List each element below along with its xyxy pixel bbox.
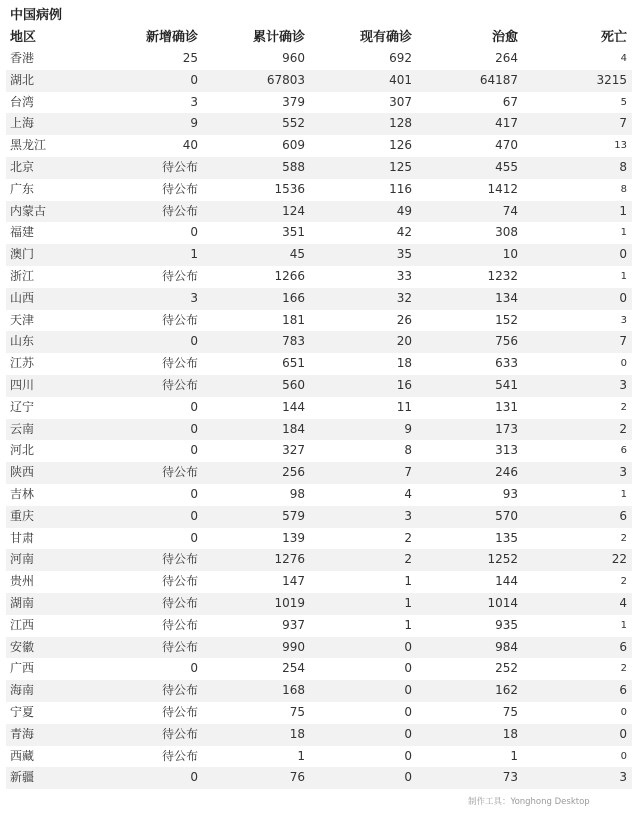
cell-cured: 935 <box>495 617 518 632</box>
table-row <box>6 397 632 419</box>
table-row <box>6 462 632 484</box>
cell-new-confirmed: 待公布 <box>161 726 198 741</box>
cell-region: 浙江 <box>10 268 35 283</box>
cell-new-confirmed: 待公布 <box>161 203 198 218</box>
table-row <box>6 767 632 789</box>
cell-new-confirmed: 0 <box>190 443 198 458</box>
table-row <box>6 615 632 637</box>
cell-new-confirmed: 待公布 <box>161 181 198 196</box>
cell-deaths: 0 <box>619 247 627 262</box>
cell-active-confirmed: 1 <box>404 617 412 632</box>
cell-deaths: 2 <box>620 663 627 675</box>
cell-region: 河北 <box>10 443 35 458</box>
cell-cured: 1412 <box>487 181 518 196</box>
cell-region: 江西 <box>10 617 35 632</box>
cell-new-confirmed: 1 <box>190 247 198 262</box>
cell-cured: 470 <box>495 138 518 153</box>
cell-new-confirmed: 待公布 <box>161 356 198 371</box>
table-row <box>6 593 632 615</box>
cell-region: 内蒙古 <box>10 203 47 218</box>
cell-total-confirmed: 76 <box>289 770 305 785</box>
cell-new-confirmed: 0 <box>190 770 198 785</box>
cell-total-confirmed: 1536 <box>274 181 305 196</box>
cell-new-confirmed: 9 <box>190 116 198 131</box>
cell-total-confirmed: 379 <box>282 94 305 109</box>
footer-credit: 制作工具：Yonghong Desktop <box>468 797 590 807</box>
cell-active-confirmed: 4 <box>404 486 412 501</box>
cell-new-confirmed: 0 <box>190 661 198 676</box>
header-total-confirmed: 累计确诊 <box>252 30 305 45</box>
cell-region: 山西 <box>10 290 35 305</box>
cell-cured: 756 <box>495 334 518 349</box>
cell-cured: 1014 <box>487 595 518 610</box>
cell-active-confirmed: 3 <box>404 508 412 523</box>
cell-active-confirmed: 0 <box>404 683 412 698</box>
cell-deaths: 4 <box>619 595 627 610</box>
cell-region: 福建 <box>10 225 35 240</box>
table-row <box>6 222 632 244</box>
cell-active-confirmed: 116 <box>389 181 412 196</box>
cell-new-confirmed: 0 <box>190 399 198 414</box>
cell-active-confirmed: 11 <box>396 399 412 414</box>
cell-new-confirmed: 待公布 <box>161 748 198 763</box>
cell-total-confirmed: 960 <box>282 51 305 65</box>
cell-new-confirmed: 待公布 <box>161 617 198 632</box>
cell-deaths: 22 <box>611 552 627 567</box>
cell-region: 辽宁 <box>10 399 35 414</box>
cell-cured: 73 <box>502 770 518 785</box>
header-cured: 治愈 <box>491 30 518 45</box>
cell-deaths: 2 <box>620 576 627 588</box>
cell-region: 重庆 <box>10 508 35 523</box>
cell-deaths: 2 <box>619 421 627 436</box>
cell-total-confirmed: 552 <box>282 116 305 131</box>
table-row <box>6 70 632 92</box>
cell-new-confirmed: 0 <box>190 508 198 523</box>
table-row <box>6 92 632 114</box>
cell-cured: 264 <box>495 51 518 65</box>
table-row <box>6 157 632 179</box>
cell-total-confirmed: 651 <box>282 356 305 371</box>
cell-active-confirmed: 35 <box>396 247 412 262</box>
cell-deaths: 8 <box>619 159 627 174</box>
cell-active-confirmed: 20 <box>396 334 412 349</box>
cell-total-confirmed: 98 <box>289 486 305 501</box>
cell-deaths: 0 <box>620 358 627 370</box>
cell-deaths: 6 <box>619 639 627 654</box>
table-row <box>6 440 632 462</box>
cell-new-confirmed: 待公布 <box>161 595 198 610</box>
cell-cured: 308 <box>495 225 518 240</box>
cell-cured: 1252 <box>487 552 518 567</box>
cell-region: 上海 <box>10 116 35 131</box>
cell-region: 山东 <box>10 334 35 349</box>
cell-region: 北京 <box>10 159 35 174</box>
cell-new-confirmed: 待公布 <box>161 312 198 327</box>
cell-active-confirmed: 0 <box>404 748 412 763</box>
cell-new-confirmed: 0 <box>190 334 198 349</box>
cell-cured: 313 <box>495 443 518 458</box>
cell-region: 台湾 <box>10 94 35 109</box>
cell-new-confirmed: 待公布 <box>161 639 198 654</box>
cell-total-confirmed: 1019 <box>274 595 305 610</box>
cell-active-confirmed: 0 <box>404 704 412 719</box>
table-row <box>6 419 632 441</box>
cell-region: 湖北 <box>10 72 35 87</box>
cell-cured: 74 <box>502 203 518 218</box>
cell-active-confirmed: 2 <box>404 530 412 545</box>
cell-new-confirmed: 0 <box>190 72 198 87</box>
cell-total-confirmed: 144 <box>282 399 305 414</box>
cell-total-confirmed: 184 <box>282 421 305 436</box>
cell-cured: 1 <box>510 748 518 763</box>
cell-active-confirmed: 307 <box>389 94 412 109</box>
cell-cured: 455 <box>495 159 518 174</box>
cell-cured: 252 <box>495 661 518 676</box>
cell-region: 香港 <box>10 51 35 65</box>
cell-total-confirmed: 579 <box>282 508 305 523</box>
cell-active-confirmed: 32 <box>396 290 412 305</box>
cell-active-confirmed: 692 <box>389 51 412 65</box>
cell-total-confirmed: 75 <box>289 704 305 719</box>
table-row <box>6 310 632 332</box>
cell-region: 四川 <box>10 377 35 392</box>
cell-total-confirmed: 990 <box>282 639 305 654</box>
cell-deaths: 1 <box>619 203 627 218</box>
cell-cured: 1232 <box>487 268 518 283</box>
cell-total-confirmed: 560 <box>282 377 305 392</box>
cell-cured: 18 <box>502 726 518 741</box>
cell-deaths: 5 <box>620 96 627 108</box>
cell-cured: 10 <box>502 247 518 262</box>
table-row <box>6 637 632 659</box>
cell-cured: 152 <box>495 312 518 327</box>
table-row <box>6 702 632 724</box>
cell-new-confirmed: 0 <box>190 530 198 545</box>
cell-deaths: 1 <box>620 270 627 282</box>
cell-cured: 135 <box>495 530 518 545</box>
cell-total-confirmed: 256 <box>282 465 305 480</box>
cell-region: 新疆 <box>10 770 35 785</box>
cell-cured: 93 <box>502 486 518 501</box>
cell-cured: 144 <box>495 574 518 589</box>
table-row <box>6 484 632 506</box>
table-row <box>6 135 632 157</box>
cell-total-confirmed: 181 <box>282 312 305 327</box>
cell-deaths: 13 <box>614 140 627 152</box>
cell-deaths: 3 <box>619 770 627 785</box>
table-row <box>6 288 632 310</box>
cell-region: 江苏 <box>10 356 35 371</box>
cell-total-confirmed: 67803 <box>266 72 305 87</box>
cell-new-confirmed: 待公布 <box>161 465 198 480</box>
cell-region: 海南 <box>10 683 35 698</box>
table-row <box>6 353 632 375</box>
table-header-row <box>6 28 632 48</box>
cell-total-confirmed: 168 <box>282 683 305 698</box>
cell-region: 西藏 <box>10 748 35 763</box>
cell-total-confirmed: 327 <box>282 443 305 458</box>
page-title: 中国病例 <box>10 8 63 23</box>
cell-region: 云南 <box>10 421 35 436</box>
table-row <box>6 375 632 397</box>
cell-active-confirmed: 42 <box>396 225 412 240</box>
cell-new-confirmed: 待公布 <box>161 268 198 283</box>
cell-deaths: 1 <box>620 488 627 500</box>
cell-deaths: 1 <box>620 619 627 631</box>
cell-new-confirmed: 3 <box>190 94 198 109</box>
table-row <box>6 48 632 70</box>
cell-cured: 131 <box>495 399 518 414</box>
cell-deaths: 0 <box>620 706 627 718</box>
cell-active-confirmed: 126 <box>389 138 412 153</box>
cell-cured: 162 <box>495 683 518 698</box>
cell-region: 贵州 <box>10 574 35 589</box>
cell-cured: 64187 <box>479 72 518 87</box>
cell-active-confirmed: 0 <box>404 661 412 676</box>
cell-total-confirmed: 937 <box>282 617 305 632</box>
cell-cured: 417 <box>495 116 518 131</box>
table-body <box>6 48 632 789</box>
cell-new-confirmed: 待公布 <box>161 377 198 392</box>
cell-new-confirmed: 待公布 <box>161 704 198 719</box>
cell-new-confirmed: 3 <box>190 290 198 305</box>
table-row <box>6 113 632 135</box>
cell-active-confirmed: 1 <box>404 574 412 589</box>
cell-total-confirmed: 351 <box>282 225 305 240</box>
table-row <box>6 201 632 223</box>
cell-region: 黑龙江 <box>10 138 47 153</box>
cell-deaths: 7 <box>619 116 627 131</box>
cell-region: 安徽 <box>10 639 35 654</box>
cell-total-confirmed: 166 <box>282 290 305 305</box>
cell-active-confirmed: 128 <box>389 116 412 131</box>
cell-deaths: 4 <box>620 53 627 64</box>
cell-active-confirmed: 33 <box>396 268 412 283</box>
cell-region: 天津 <box>10 312 35 327</box>
cell-deaths: 2 <box>620 532 627 544</box>
cell-cured: 633 <box>495 356 518 371</box>
cell-total-confirmed: 254 <box>282 661 305 676</box>
cell-active-confirmed: 0 <box>404 770 412 785</box>
cell-cured: 541 <box>495 377 518 392</box>
cell-new-confirmed: 40 <box>182 138 198 153</box>
cell-new-confirmed: 0 <box>190 225 198 240</box>
table-row <box>6 680 632 702</box>
cell-active-confirmed: 2 <box>404 552 412 567</box>
cell-deaths: 8 <box>620 183 627 195</box>
cell-new-confirmed: 待公布 <box>161 159 198 174</box>
cell-cured: 67 <box>502 94 518 109</box>
cell-cured: 134 <box>495 290 518 305</box>
cell-active-confirmed: 1 <box>404 595 412 610</box>
cell-cured: 246 <box>495 465 518 480</box>
header-deaths: 死亡 <box>600 30 627 45</box>
cell-new-confirmed: 25 <box>182 51 198 65</box>
header-new-confirmed: 新增确诊 <box>145 30 198 45</box>
cell-active-confirmed: 49 <box>396 203 412 218</box>
cell-active-confirmed: 125 <box>389 159 412 174</box>
cell-active-confirmed: 0 <box>404 726 412 741</box>
cell-active-confirmed: 18 <box>396 356 412 371</box>
cell-active-confirmed: 0 <box>404 639 412 654</box>
cell-region: 宁夏 <box>10 704 35 719</box>
cell-active-confirmed: 16 <box>396 377 412 392</box>
cell-active-confirmed: 7 <box>404 465 412 480</box>
cell-total-confirmed: 1266 <box>274 268 305 283</box>
cell-active-confirmed: 26 <box>396 312 412 327</box>
cell-active-confirmed: 401 <box>389 72 412 87</box>
cell-region: 河南 <box>10 552 35 567</box>
cell-deaths: 0 <box>619 290 627 305</box>
cell-total-confirmed: 588 <box>282 159 305 174</box>
cell-deaths: 0 <box>619 726 627 741</box>
cell-total-confirmed: 18 <box>289 726 305 741</box>
cell-total-confirmed: 45 <box>289 247 305 262</box>
cell-region: 广东 <box>10 181 35 196</box>
table-row <box>6 746 632 768</box>
cell-new-confirmed: 待公布 <box>161 552 198 567</box>
cell-cured: 173 <box>495 421 518 436</box>
cases-table <box>6 28 632 789</box>
table-row <box>6 331 632 353</box>
cell-deaths: 1 <box>620 227 627 239</box>
cell-deaths: 3215 <box>596 72 627 87</box>
table-row <box>6 266 632 288</box>
header-active-confirmed: 现有确诊 <box>359 30 412 45</box>
cell-active-confirmed: 8 <box>404 443 412 458</box>
cell-deaths: 3 <box>620 314 627 326</box>
cell-region: 甘肃 <box>10 530 35 545</box>
table-row <box>6 244 632 266</box>
cell-total-confirmed: 124 <box>282 203 305 218</box>
cell-total-confirmed: 609 <box>282 138 305 153</box>
cell-new-confirmed: 0 <box>190 486 198 501</box>
cell-region: 湖南 <box>10 595 35 610</box>
cell-region: 吉林 <box>10 486 35 501</box>
cell-active-confirmed: 9 <box>404 421 412 436</box>
table-row <box>6 724 632 746</box>
cell-new-confirmed: 待公布 <box>161 683 198 698</box>
cell-total-confirmed: 783 <box>282 334 305 349</box>
cell-total-confirmed: 1 <box>297 748 305 763</box>
cell-deaths: 0 <box>620 750 627 762</box>
cell-new-confirmed: 待公布 <box>161 574 198 589</box>
cell-deaths: 2 <box>620 401 627 413</box>
cell-region: 澳门 <box>10 247 35 262</box>
cell-cured: 984 <box>495 639 518 654</box>
table-row <box>6 571 632 593</box>
cell-total-confirmed: 147 <box>282 574 305 589</box>
cell-total-confirmed: 139 <box>282 530 305 545</box>
cell-region: 青海 <box>10 726 35 741</box>
cell-cured: 75 <box>502 704 518 719</box>
table-row <box>6 658 632 680</box>
table-row <box>6 179 632 201</box>
table-row <box>6 549 632 571</box>
table-row <box>6 506 632 528</box>
cell-deaths: 3 <box>619 465 627 480</box>
cell-deaths: 7 <box>619 334 627 349</box>
cell-total-confirmed: 1276 <box>274 552 305 567</box>
cell-deaths: 6 <box>619 683 627 698</box>
cell-deaths: 6 <box>620 445 627 457</box>
cell-deaths: 3 <box>619 377 627 392</box>
cell-cured: 570 <box>495 508 518 523</box>
cell-region: 陕西 <box>10 465 35 480</box>
cell-region: 广西 <box>10 661 35 676</box>
header-region: 地区 <box>10 30 37 45</box>
cell-deaths: 6 <box>619 508 627 523</box>
cell-new-confirmed: 0 <box>190 421 198 436</box>
table-row <box>6 528 632 550</box>
